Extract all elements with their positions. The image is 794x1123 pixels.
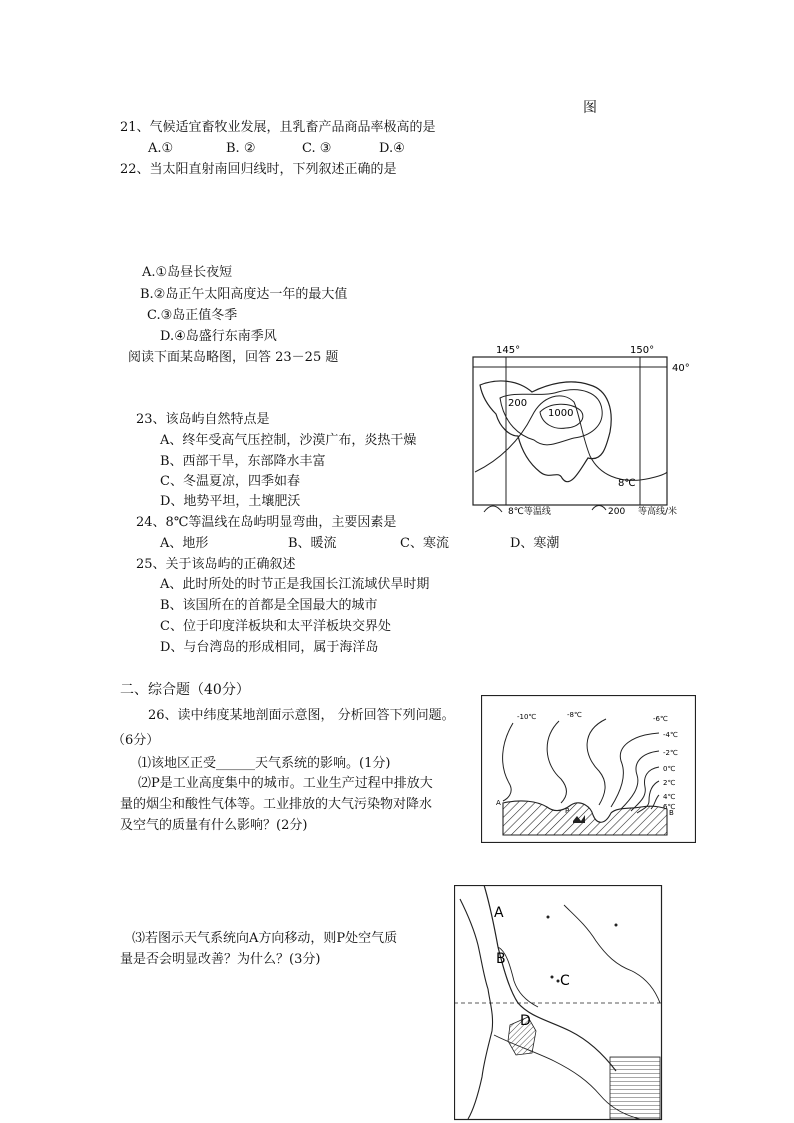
q24-option-b: B、暖流 <box>288 536 337 551</box>
map-frame <box>473 357 667 505</box>
lon-label-150: 150° <box>630 345 655 356</box>
q26-sub2-line1: ⑵P是工业高度集中的城市。工业生产过程中排放大 <box>138 776 433 791</box>
legend-contour-label: 等高线/米 <box>638 507 678 517</box>
island-map <box>470 340 700 520</box>
isotherm-label-2: 2℃ <box>663 779 676 787</box>
q23-option-a: A、终年受高气压控制，沙漠广布，炎热干燥 <box>160 433 417 448</box>
contour-label-1000: 1000 <box>548 408 574 419</box>
city-dot-3 <box>551 976 554 979</box>
q22-option-c: C.③岛正值冬季 <box>147 308 238 323</box>
isotherm-label-m4: -4℃ <box>663 731 678 739</box>
profile-label-b: B <box>669 809 674 817</box>
contour-label-200: 200 <box>508 398 528 409</box>
q25-stem: 25、关于该岛屿的正确叙述 <box>136 557 296 572</box>
isotherm-label-m6: -6℃ <box>653 715 668 723</box>
legend-isotherm-symbol <box>484 506 502 512</box>
q25-option-c: C、位于印度洋板块和太平洋板块交界处 <box>160 619 391 634</box>
isotherm-curve-4 <box>611 733 659 807</box>
q25-option-d: D、与台湾岛的形成相同，属于海洋岛 <box>160 640 379 655</box>
intro-23-25: 阅读下面某岛略图，回答 23－25 题 <box>128 350 339 365</box>
q26-sub2-line3: 及空气的质量有什么影响？(2分) <box>120 818 308 833</box>
q23-option-c: C、冬温夏凉，四季如春 <box>160 474 300 489</box>
section2-title: 二、综合题（40分） <box>120 682 250 698</box>
q24-option-c: C、寒流 <box>400 536 449 551</box>
isotherm-label: 8℃ <box>618 478 636 489</box>
hatched-area-east <box>610 1057 660 1119</box>
lon-label-145: 145° <box>496 345 521 356</box>
isotherm-label-4: 4℃ <box>663 793 676 801</box>
legend-contour-value: 200 <box>608 507 626 517</box>
region-label-a: A <box>494 905 504 921</box>
q23-option-d: D、地势平坦，土壤肥沃 <box>160 494 301 509</box>
profile-label-a: A <box>496 799 501 807</box>
q21-option-a: A.① <box>148 141 174 156</box>
q22-stem: 22、当太阳直射南回归线时，下列叙述正确的是 <box>120 162 397 177</box>
legend-contour-symbol <box>592 506 606 511</box>
isotherm-curve-5 <box>621 751 659 809</box>
region-map <box>454 885 664 1121</box>
q23-option-b: B、西部干旱，东部降水丰富 <box>160 454 326 469</box>
city-dot-2 <box>615 924 618 927</box>
lat-label-40: 40° <box>672 363 690 374</box>
profile-diagram <box>481 695 696 843</box>
q22-option-a: A.①岛昼长夜短 <box>142 265 233 280</box>
border-east <box>564 905 660 1003</box>
q24-option-d: D、寒潮 <box>510 536 560 551</box>
region-label-d: D <box>520 1013 531 1029</box>
isotherm-label-6: 6℃ <box>663 803 676 811</box>
city-dot-1 <box>547 916 550 919</box>
q21-option-b: B. ② <box>226 141 256 156</box>
q25-option-a: A、此时所处的时节正是我国长江流域伏旱时期 <box>160 577 430 592</box>
q22-option-d: D.④岛盛行东南季风 <box>160 329 277 344</box>
isotherm-curve-3 <box>587 719 606 805</box>
q21-option-c: C. ③ <box>302 141 332 156</box>
isotherm-label-m10: -10℃ <box>517 713 537 721</box>
profile-label-p: P <box>565 807 570 815</box>
q25-option-b: B、该国所在的首都是全国最大的城市 <box>160 598 378 613</box>
q23-stem: 23、该岛屿自然特点是 <box>136 412 270 427</box>
q24-stem: 24、8℃等温线在岛屿明显弯曲，主要因素是 <box>136 515 397 530</box>
coastline-west <box>460 899 493 1119</box>
q26-stem: 26、读中纬度某地剖面示意图， 分析回答下列问题。 <box>148 708 455 723</box>
q24-option-a: A、地形 <box>160 536 209 551</box>
region-label-c: C <box>560 973 570 989</box>
isotherm-label-0: 0℃ <box>663 765 676 773</box>
top-fragment: 图 <box>583 100 597 116</box>
isotherm-curve-1 <box>503 723 513 801</box>
q21-stem: 21、气候适宜畜牧业发展，且乳畜产品商品率极高的是 <box>120 120 436 135</box>
q26-sub3-line2: 量是否会明显改善？为什么？(3分) <box>120 952 321 967</box>
river-main <box>484 885 616 1071</box>
q21-option-d: D.④ <box>379 141 405 156</box>
q22-option-b: B.②岛正午太阳高度达一年的最大值 <box>140 287 348 302</box>
q26-sub2-line2: 量的烟尘和酸性气体等。工业排放的大气污染物对降水 <box>120 797 433 812</box>
region-label-b: B <box>496 951 506 967</box>
q26-sub1: ⑴该地区正受______天气系统的影响。(1分) <box>138 756 391 771</box>
q26-score: （6分） <box>112 733 160 748</box>
isotherm-curve-2 <box>547 721 566 803</box>
isotherm-label-m2: -2℃ <box>663 749 678 757</box>
isotherm-label-m8: -8℃ <box>567 711 582 719</box>
q26-sub3-line1: ⑶若图示天气系统向A方向移动，则P处空气质 <box>132 931 398 946</box>
legend-isotherm-label: 8℃等温线 <box>508 507 551 517</box>
isotherm-curve-6 <box>631 767 659 811</box>
